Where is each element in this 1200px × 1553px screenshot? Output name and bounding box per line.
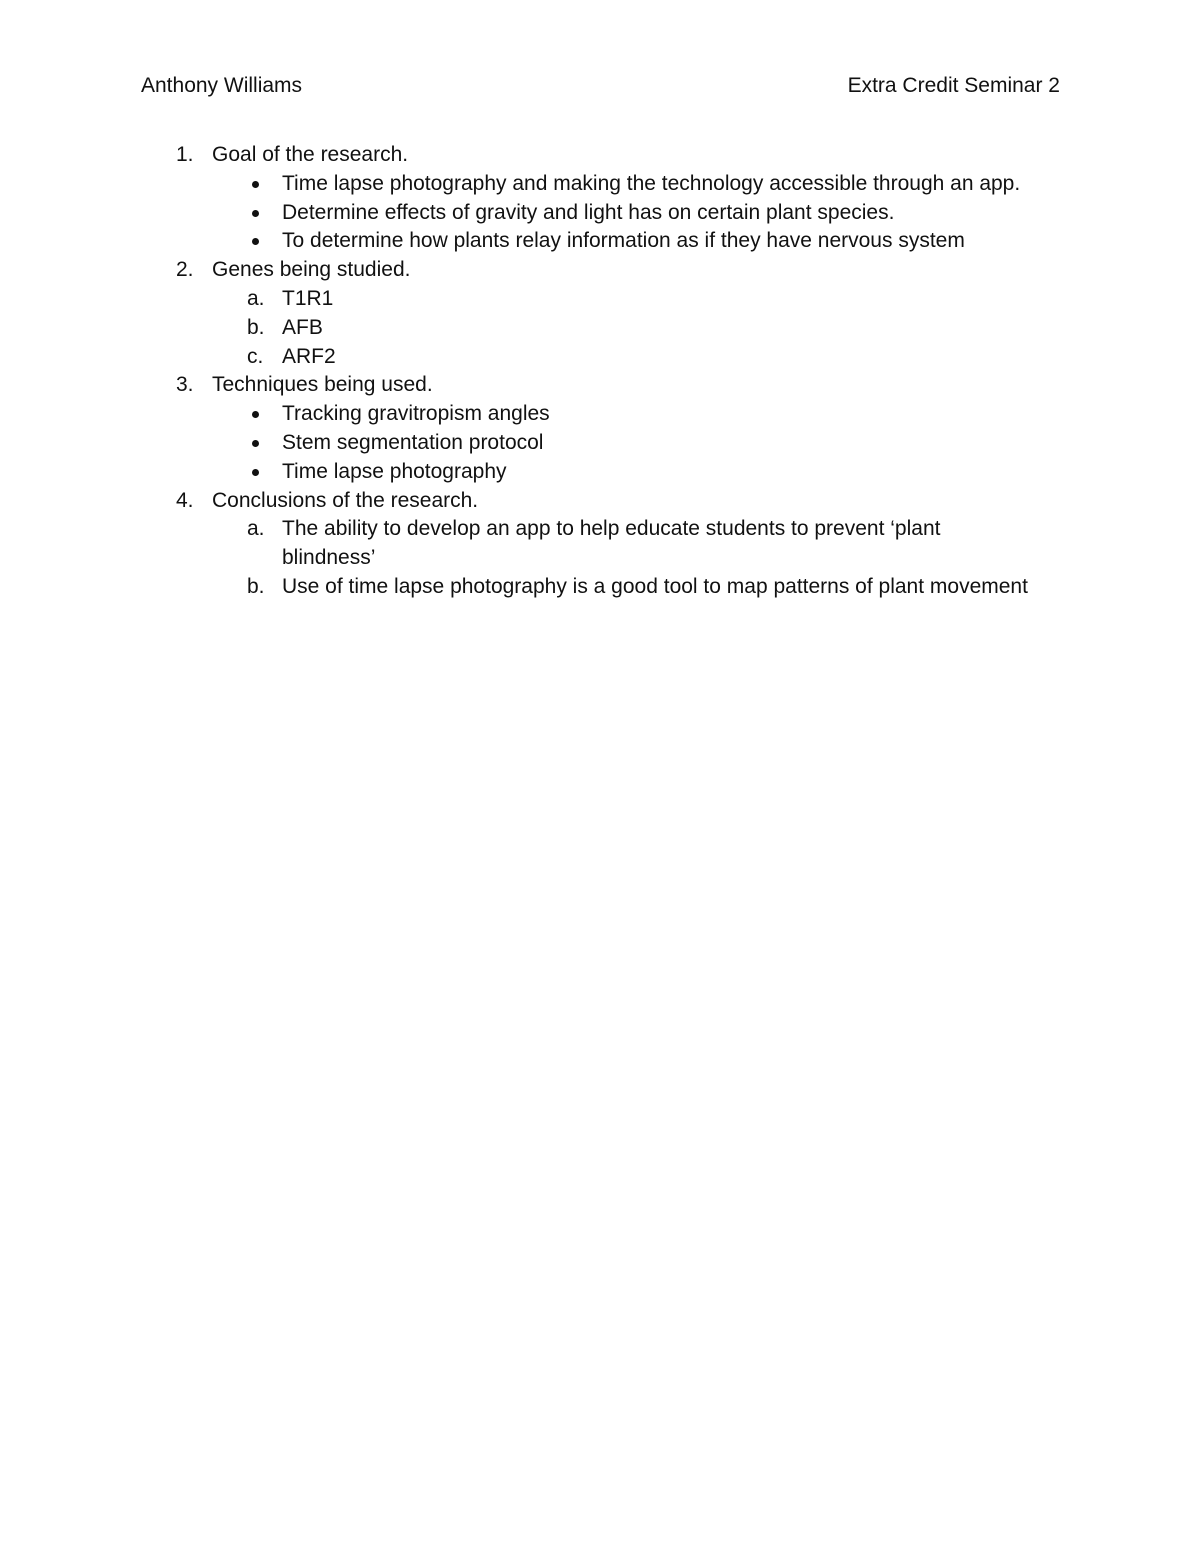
bullet-item bbox=[176, 199, 1076, 228]
lettered-item bbox=[176, 285, 1076, 314]
item-number: 2. bbox=[176, 258, 194, 282]
outline-item-techniques bbox=[176, 371, 1076, 400]
item-heading: Goal of the research. bbox=[212, 143, 409, 166]
bullet-text: Time lapse photography and making the technology accessible through an app. bbox=[282, 171, 1021, 195]
bullet-icon bbox=[252, 469, 259, 476]
bullet-text: Determine effects of gravity and light has on certain plant species. bbox=[282, 200, 895, 224]
bullet-icon bbox=[252, 411, 259, 418]
bullet-item bbox=[176, 458, 1076, 487]
bullet-text: Time lapse photography bbox=[282, 459, 507, 483]
bullet-item bbox=[176, 400, 1076, 429]
letter-marker: c. bbox=[247, 344, 264, 368]
item-number: 3. bbox=[176, 373, 194, 397]
lettered-text: AFB bbox=[282, 315, 323, 339]
outline-item-goal bbox=[176, 141, 1076, 170]
page-header bbox=[141, 72, 1060, 102]
lettered-item bbox=[176, 573, 1076, 602]
bullet-icon bbox=[252, 210, 259, 217]
item-number: 4. bbox=[176, 488, 194, 512]
letter-marker: a. bbox=[247, 286, 265, 310]
bullet-text: To determine how plants relay information as if they have nervous system bbox=[282, 229, 965, 253]
letter-marker: b. bbox=[247, 574, 265, 598]
bullet-icon bbox=[252, 181, 259, 188]
author-name: Anthony Williams bbox=[141, 74, 303, 97]
outline-list bbox=[176, 141, 1076, 602]
lettered-text: Use of time lapse photography is a good tool to map patterns of plant movement bbox=[282, 574, 1028, 598]
bullet-text: Tracking gravitropism angles bbox=[282, 402, 550, 426]
bullet-icon bbox=[252, 238, 259, 245]
outline-item-conclusions bbox=[176, 487, 1076, 516]
lettered-text: T1R1 bbox=[282, 286, 334, 310]
lettered-item bbox=[176, 515, 1076, 573]
lettered-item bbox=[176, 343, 1076, 372]
lettered-text: ARF2 bbox=[282, 344, 336, 368]
lettered-item bbox=[176, 314, 1076, 343]
item-heading: Conclusions of the research. bbox=[212, 488, 479, 512]
bullet-icon bbox=[252, 440, 259, 447]
item-number: 1. bbox=[176, 143, 194, 166]
bullet-item bbox=[176, 170, 1076, 199]
item-heading: Techniques being used. bbox=[212, 373, 433, 397]
item-heading: Genes being studied. bbox=[212, 258, 411, 282]
letter-marker: b. bbox=[247, 315, 265, 339]
assignment-title: Extra Credit Seminar 2 bbox=[847, 74, 1060, 97]
bullet-item bbox=[176, 429, 1076, 458]
bullet-text: Stem segmentation protocol bbox=[282, 430, 544, 454]
lettered-text: The ability to develop an app to help educate students to prevent ‘plant blindness’ bbox=[282, 517, 941, 570]
bullet-item bbox=[176, 227, 1076, 256]
letter-marker: a. bbox=[247, 517, 265, 541]
outline-item-genes bbox=[176, 256, 1076, 285]
